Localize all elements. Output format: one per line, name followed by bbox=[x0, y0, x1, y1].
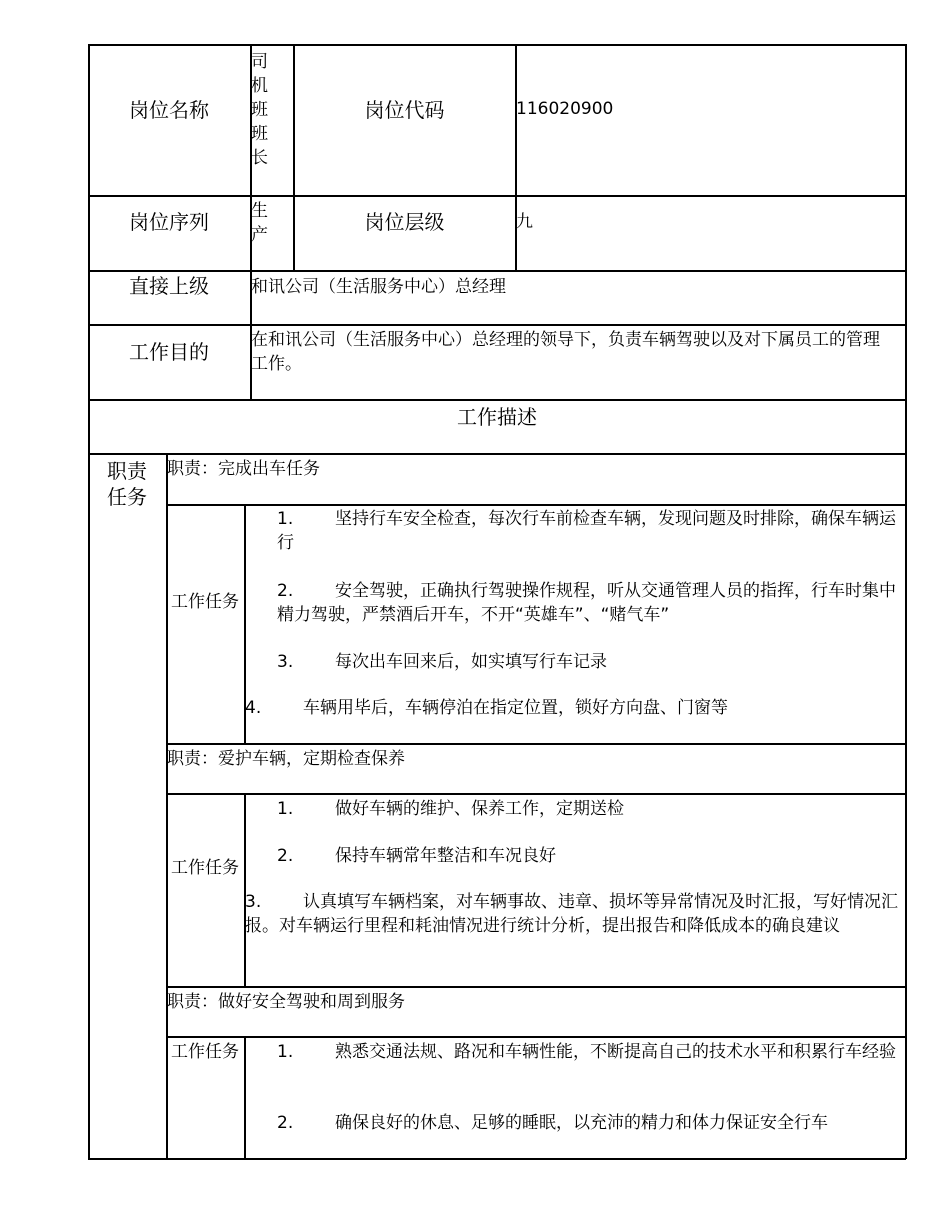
list-item: 2. 保持车辆常年整洁和车况良好 bbox=[277, 846, 556, 866]
post-level-value: 九 bbox=[516, 212, 533, 232]
list-item: 2. 确保良好的休息、足够的睡眠，以充沛的精力和体力保证安全行车 bbox=[277, 1113, 828, 1133]
list-item: 1. 熟悉交通法规、路况和车辆性能，不断提高自己的技术水平和积累行车经验 bbox=[277, 1042, 896, 1062]
list-item: 4. 车辆用毕后，车辆停泊在指定位置，锁好方向盘、门窗等 bbox=[245, 698, 728, 718]
task-label: 工作任务 bbox=[171, 592, 239, 612]
post-series-value: 生产 bbox=[251, 201, 268, 245]
post-series-label: 岗位序列 bbox=[129, 210, 209, 234]
duty-title: 职责：爱护车辆，定期检查保养 bbox=[167, 749, 405, 769]
task-label: 工作任务 bbox=[171, 858, 239, 878]
duty-title: 职责：完成出车任务 bbox=[167, 459, 320, 479]
list-item: 1. 做好车辆的维护、保养工作，定期送检 bbox=[277, 799, 624, 819]
purpose-value: 在和讯公司（生活服务中心）总经理的领导下，负责车辆驾驶以及对下属员工的管理工作。 bbox=[251, 330, 880, 374]
post-code-label: 岗位代码 bbox=[364, 98, 445, 122]
list-item: 3. 每次出车回来后，如实填写行车记录 bbox=[277, 652, 607, 672]
purpose-label: 工作目的 bbox=[129, 340, 209, 364]
list-item: 1. 坚持行车安全检查，每次行车前检查车辆，发现问题及时排除，确保车辆运行 bbox=[277, 509, 896, 553]
duty-title: 职责：做好安全驾驶和周到服务 bbox=[167, 992, 405, 1012]
post-name-label: 岗位名称 bbox=[129, 98, 209, 122]
description-title: 工作描述 bbox=[457, 405, 537, 429]
list-item: 2. 安全驾驶，正确执行驾驶操作规程，听从交通管理人员的指挥，行车时集中精力驾驶，严禁酒后开车，不开“英雄车”、“赌气车” bbox=[277, 581, 896, 625]
post-name-value: 司机班班长 bbox=[251, 52, 268, 168]
post-code-value: 116020900 bbox=[516, 99, 614, 119]
duty-side-label: 职责任务 bbox=[107, 459, 147, 509]
list-item: 3. 认真填写车辆档案，对车辆事故、违章、损坏等异常情况及时汇报，写好情况汇报。对车辆运行里程和耗油情况进行统计分析，提出报告和降低成本的确良建议 bbox=[245, 892, 898, 936]
post-level-label: 岗位层级 bbox=[364, 210, 445, 234]
supervisor-label: 直接上级 bbox=[129, 274, 209, 298]
task-label: 工作任务 bbox=[171, 1042, 239, 1062]
supervisor-value: 和讯公司（生活服务中心）总经理 bbox=[251, 277, 506, 297]
